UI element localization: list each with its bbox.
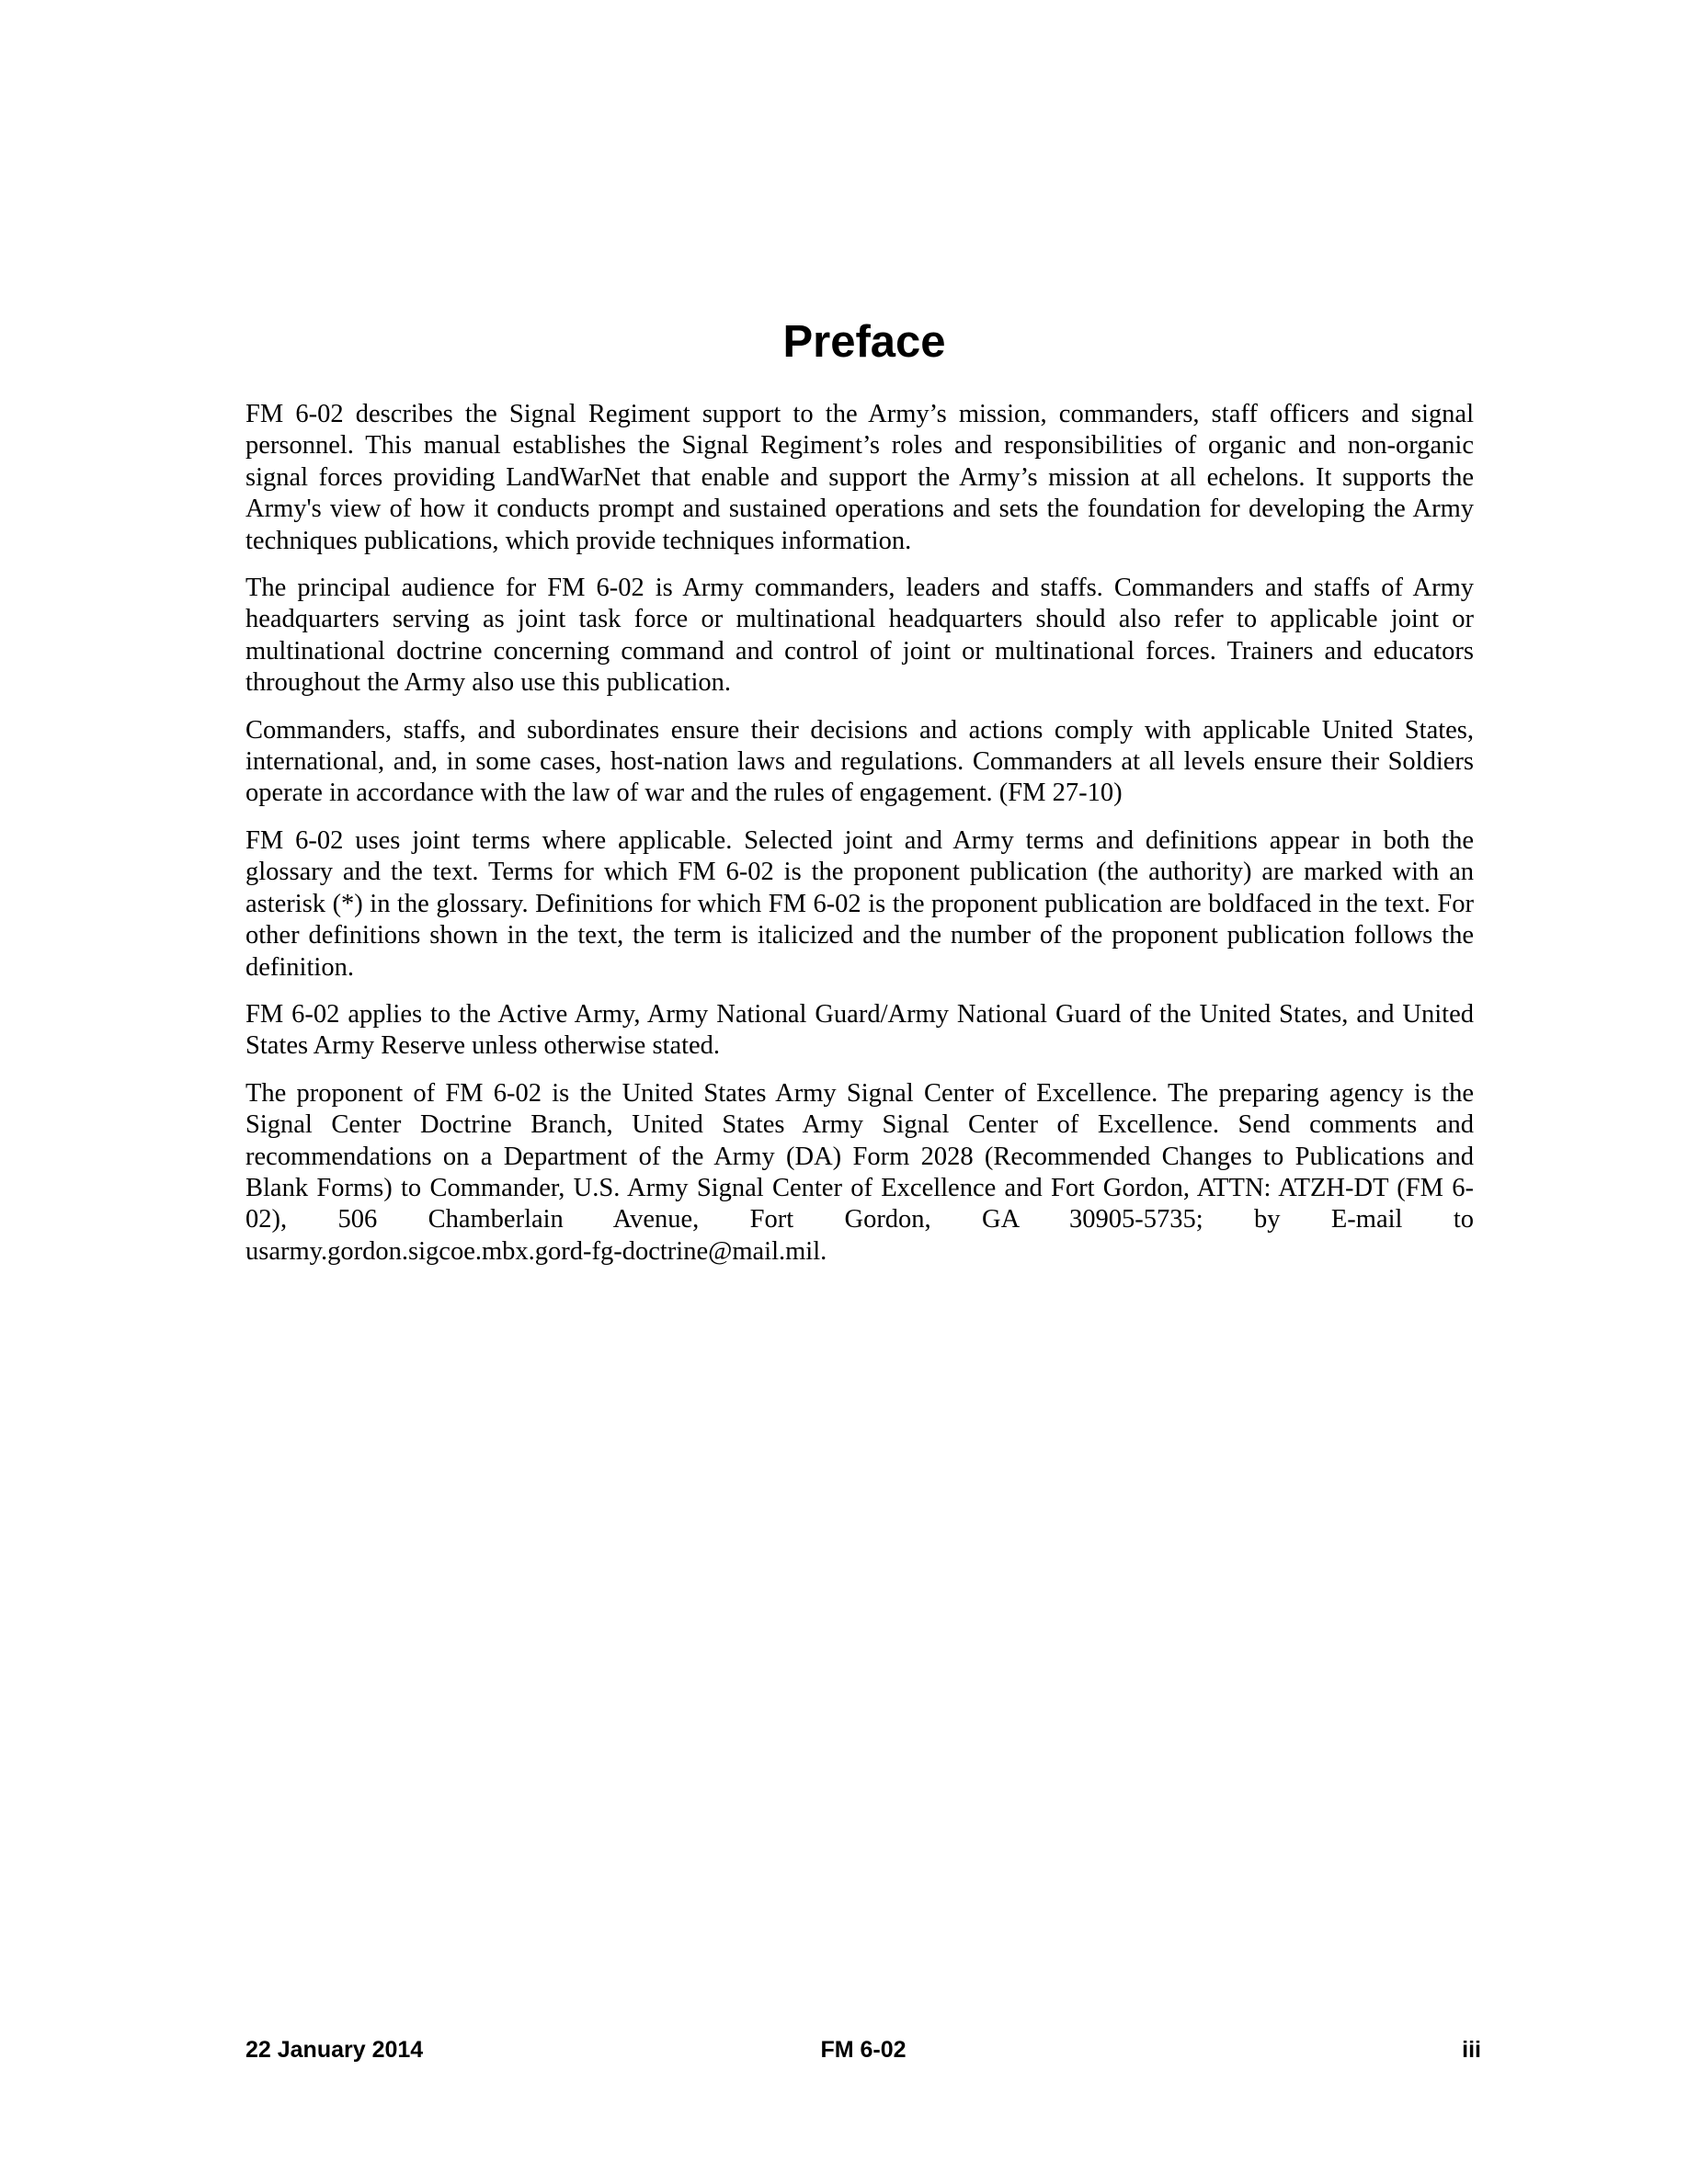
paragraph-audience: The principal audience for FM 6-02 is Army commanders, leaders and staffs. Commanders and staffs of Army headquarters serving as joint task force or multinational headquarters should also refer to applicable joint or multinational doctrine concerning command and control of joint or multinational forces. Trainers and educators throughout the Army also use this publication. <box>245 574 1474 698</box>
paragraph-proponent: The proponent of FM 6-02 is the United States Army Signal Center of Excellence. The preparing agency is the Signal Center Doctrine Branch, United States Army Signal Center of Excellence. Send comments and recommendations on a Department of the Army (DA) Form 2028 (Recommended Changes to Publications and Blank Forms) to Commander, U.S. Army Signal Center of Excellence and Fort Gordon, ATTN: ATZH-DT (FM 6-02), 506 Chamberlain Avenue, Fort Gordon, GA 30905-5735; by E-mail to <box>245 1078 1474 1234</box>
paragraph-terminology: FM 6-02 uses joint terms where applicable. Selected joint and Army terms and definitions appear in both the glossary and the text. Terms for which FM 6-02 is the proponent publication (the authority) are marked with an asterisk (*) in the glossary. Definitions for which FM 6-02 is the proponent publication are boldfaced in the text. For other definitions shown in the text, the term is italicized and the number of the proponent publication follows the definition. <box>245 825 1474 982</box>
footer-page-number: iii <box>1462 2037 1481 2063</box>
paragraph-legal-compliance: Commanders, staffs, and subordinates ensure their decisions and actions comply with applicable United States, international, and, in some cases, host-nation laws and regulations. Commanders at all levels ensure their Soldiers operate in accordance with the law of war and the rules of engagement. (FM 27-10) <box>245 715 1474 808</box>
footer-date: 22 January 2014 <box>245 2037 424 2063</box>
page-title: Preface <box>782 317 946 367</box>
footer-publication: FM 6-02 <box>820 2037 907 2063</box>
proponent-email: usarmy.gordon.sigcoe.mbx.gord-fg-doctrine@mail.mil. <box>245 1236 827 1266</box>
preface-body <box>245 399 1474 1283</box>
paragraph-applicability: FM 6-02 applies to the Active Army, Army National Guard/Army National Guard of the United States, and United States Army Reserve unless otherwise stated. <box>245 999 1474 1061</box>
paragraph-purpose: FM 6-02 describes the Signal Regiment support to the Army’s mission, commanders, staff officers and signal personnel. This manual establishes the Signal Regiment’s roles and responsibilities of organic and non-organic signal forces providing LandWarNet that enable and support the Army’s mission at all echelons. It supports the Army's view of how it conducts prompt and sustained operations and sets the foundation for developing the Army techniques publications, which provide techniques information. <box>245 400 1474 555</box>
page-footer <box>245 2034 1481 2065</box>
